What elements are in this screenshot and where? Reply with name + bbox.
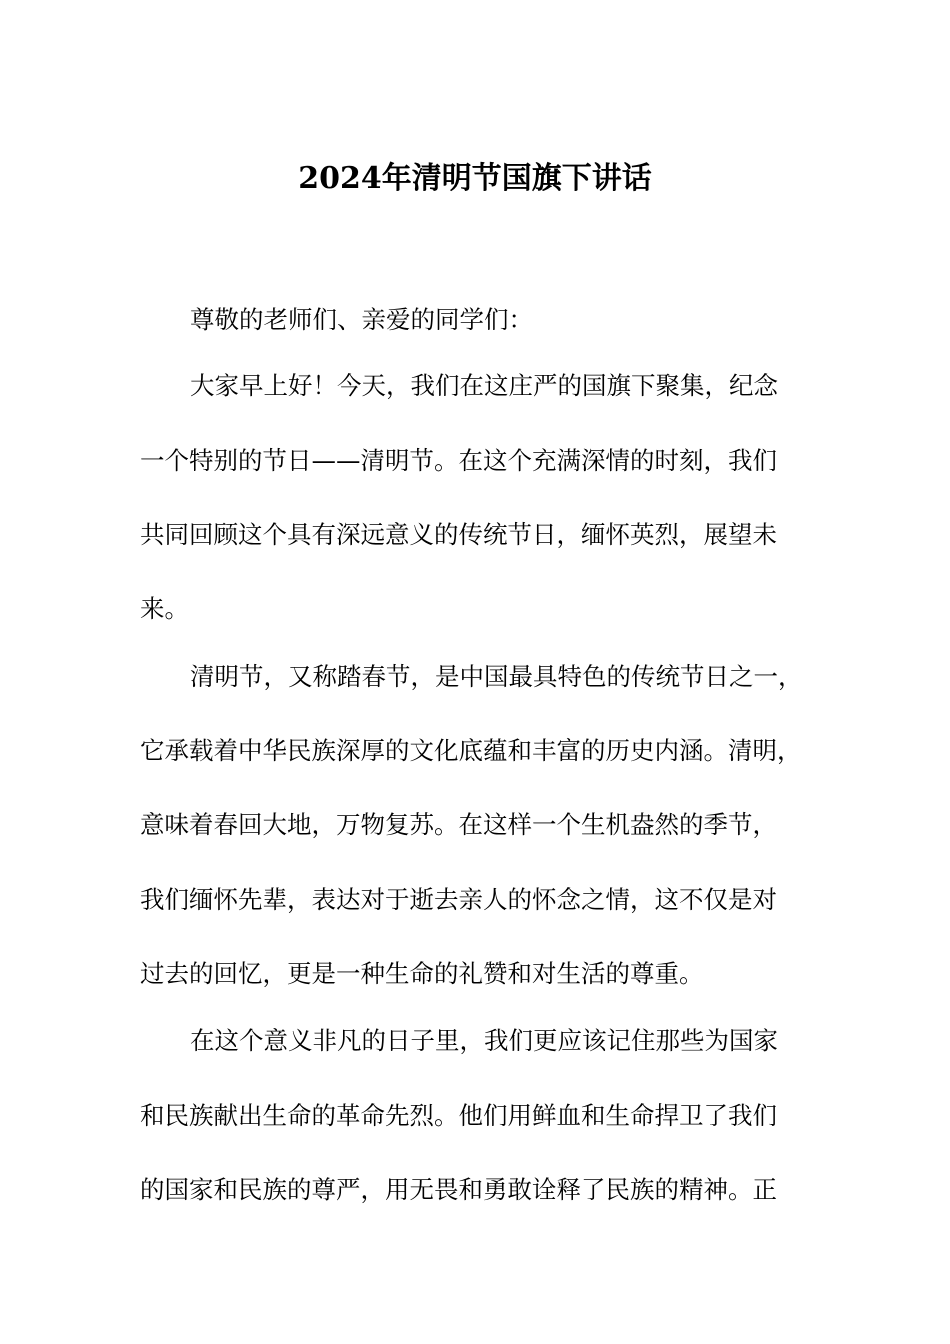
- paragraph-1-line-3: 共同回顾这个具有深远意义的传统节日，缅怀英烈，展望未: [140, 520, 777, 549]
- paragraph-2-line-3: 意味着春回大地，万物复苏。在这样一个生机盎然的季节，: [140, 810, 777, 839]
- document-title: 2024年清明节国旗下讲话: [298, 161, 652, 196]
- salutation-line: 尊敬的老师们、亲爱的同学们：: [190, 305, 533, 334]
- paragraph-1-line-4: 来。: [140, 594, 189, 623]
- paragraph-2-line-5: 过去的回忆，更是一种生命的礼赞和对生活的尊重。: [140, 959, 704, 988]
- paragraph-2-line-2: 它承载着中华民族深厚的文化底蕴和丰富的历史内涵。清明，: [140, 736, 802, 765]
- paragraph-2-line-4: 我们缅怀先辈，表达对于逝去亲人的怀念之情，这不仅是对: [140, 885, 777, 914]
- paragraph-2-line-1: 清明节，又称踏春节，是中国最具特色的传统节日之一，: [190, 662, 803, 691]
- paragraph-3-line-2: 和民族献出生命的革命先烈。他们用鲜血和生命捍卫了我们: [140, 1101, 777, 1130]
- paragraph-3-line-1: 在这个意义非凡的日子里，我们更应该记住那些为国家: [190, 1026, 778, 1055]
- paragraph-1-line-1: 大家早上好！今天，我们在这庄严的国旗下聚集，纪念: [190, 371, 778, 400]
- paragraph-3-line-3: 的国家和民族的尊严，用无畏和勇敢诠释了民族的精神。正: [140, 1175, 777, 1204]
- paragraph-1-line-2: 一个特别的节日——清明节。在这个充满深情的时刻，我们: [140, 446, 777, 475]
